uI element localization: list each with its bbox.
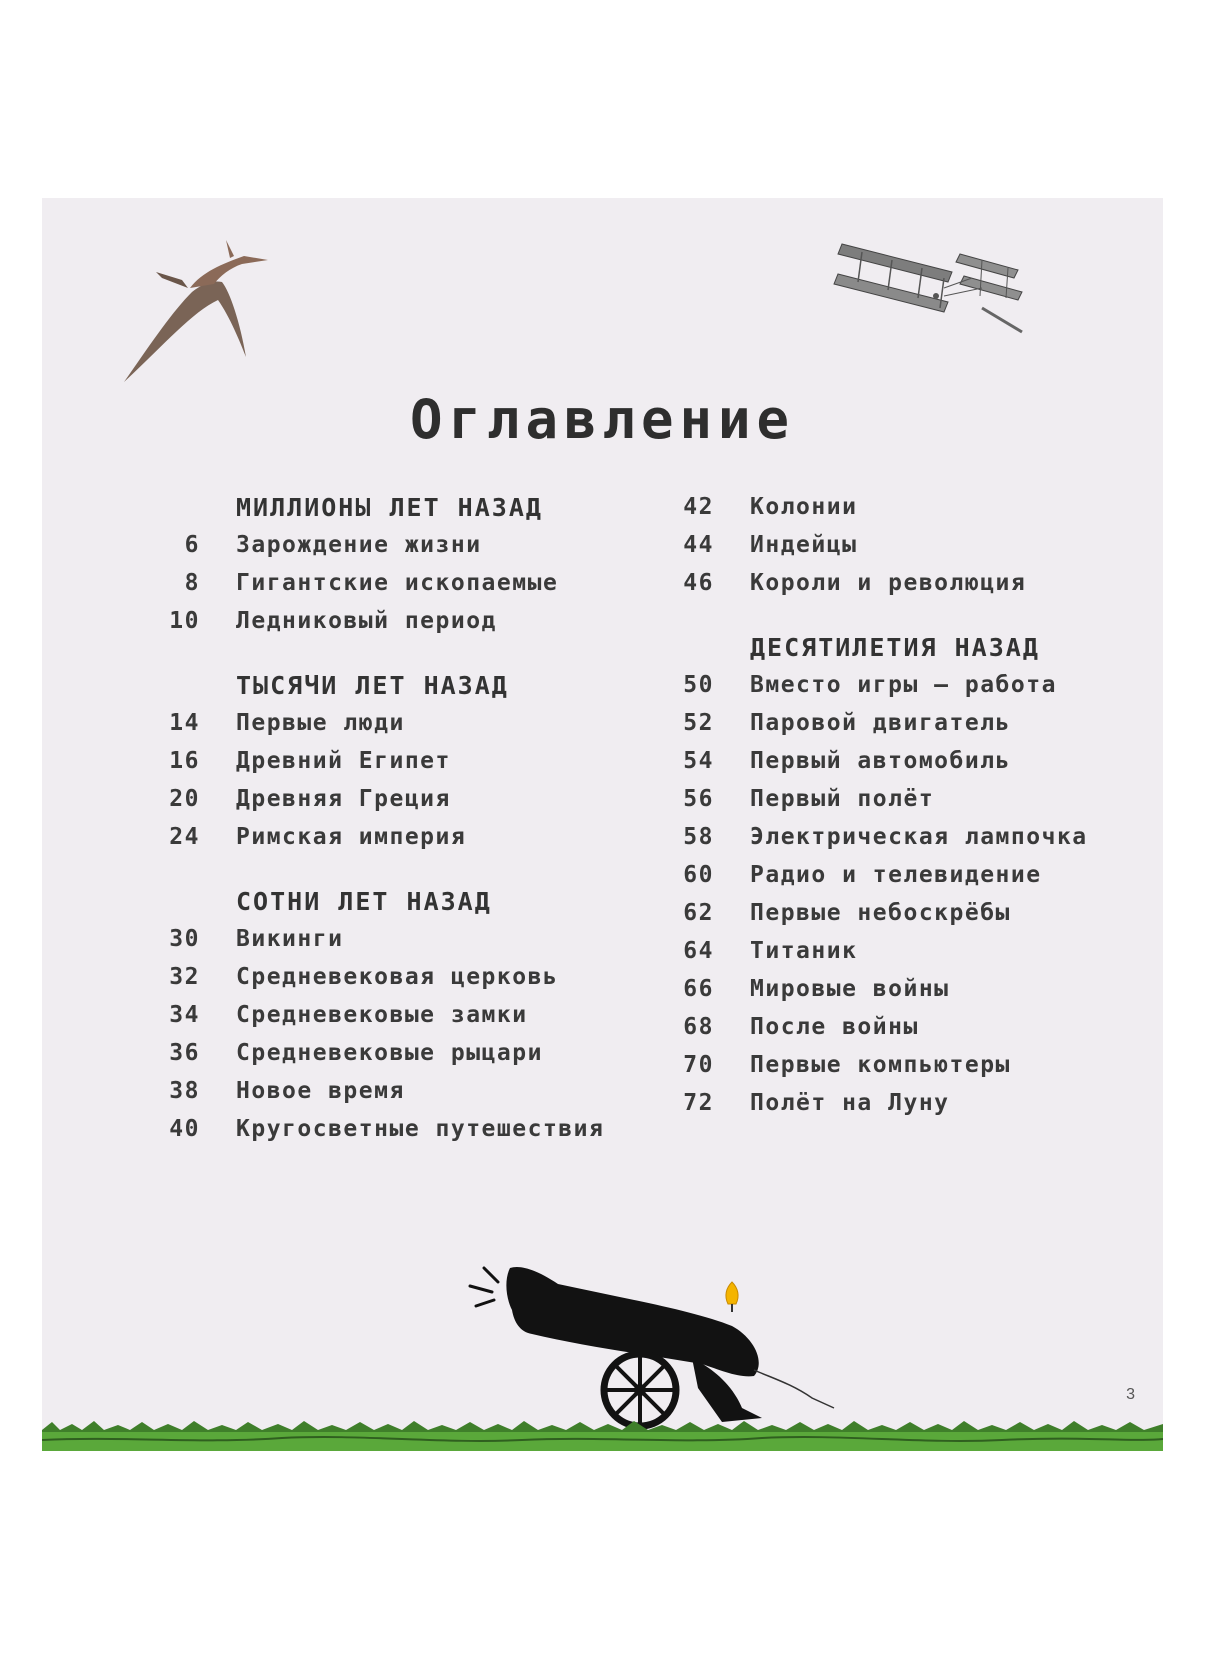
toc-entry[interactable]: 66 Мировые войны [683,976,950,1002]
toc-entry[interactable]: 42 Колонии [683,494,858,520]
toc-entry[interactable]: 20 Древняя Греция [169,786,451,812]
toc-entry[interactable]: 24 Римская империя [169,824,467,850]
toc-entry[interactable]: 72 Полёт на Луну [683,1090,950,1116]
toc-entry[interactable]: 30 Викинги [169,926,344,952]
toc-entry[interactable]: 32 Средневековая церковь [169,964,559,990]
biplane-illustration [832,238,1032,358]
toc-entry[interactable]: 54 Первый автомобиль [683,748,1011,774]
toc-entry[interactable]: 44 Индейцы [683,532,858,558]
toc-entry[interactable]: 16 Древний Египет [169,748,451,774]
section-heading: МИЛЛИОНЫ ЛЕТ НАЗАД [236,492,543,522]
toc-entry[interactable]: 50 Вместо игры – работа [683,672,1057,698]
page-number: 3 [1126,1386,1135,1403]
pterodactyl-illustration [122,232,282,392]
toc-entry[interactable]: 58 Электрическая лампочка [683,824,1088,850]
toc-entry[interactable]: 64 Титаник [683,938,858,964]
toc-entry[interactable]: 10 Ледниковый период [169,608,497,634]
toc-entry[interactable]: 52 Паровой двигатель [683,710,1011,736]
toc-entry[interactable]: 56 Первый полёт [683,786,935,812]
toc-entry[interactable]: 34 Средневековые замки [169,1002,528,1028]
toc-entry[interactable]: 38 Новое время [169,1078,405,1104]
section-heading: ДЕСЯТИЛЕТИЯ НАЗАД [750,632,1040,662]
book-page [42,198,1163,1451]
toc-entry[interactable]: 68 После войны [683,1014,919,1040]
toc-right-column [646,488,1088,1122]
toc-entry[interactable]: 36 Средневековые рыцари [169,1040,543,1066]
toc-entry[interactable]: 8 Гигантские ископаемые [184,570,559,596]
toc-left-column [132,488,604,1148]
toc-entry[interactable]: 60 Радио и телевидение [683,862,1042,888]
toc-entry[interactable]: 70 Первые компьютеры [683,1052,1011,1078]
section-heading: ТЫСЯЧИ ЛЕТ НАЗАД [236,670,509,700]
section-heading: СОТНИ ЛЕТ НАЗАД [236,886,492,916]
grass-strip [42,1420,1163,1451]
toc-entry[interactable]: 6 Зарождение жизни [184,532,482,558]
toc-entry[interactable]: 46 Короли и революция [683,570,1027,596]
cannon-illustration [462,1258,862,1438]
toc-entry[interactable]: 62 Первые небоскрёбы [683,900,1011,926]
toc-entry[interactable]: 40 Кругосветные путешествия [169,1116,605,1142]
page-title: Оглавление [409,388,796,451]
toc-entry[interactable]: 14 Первые люди [169,710,405,736]
